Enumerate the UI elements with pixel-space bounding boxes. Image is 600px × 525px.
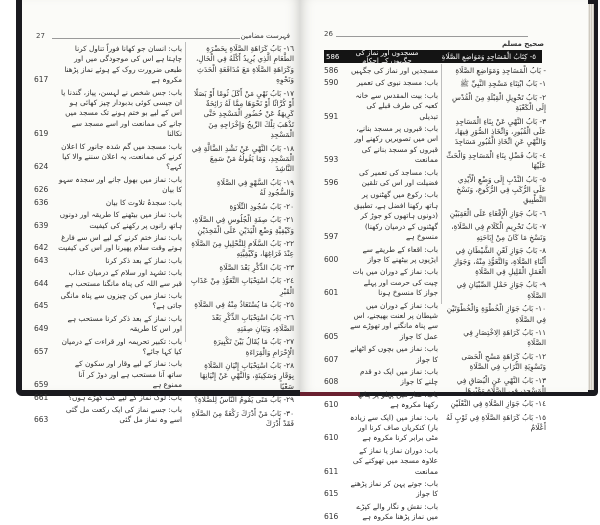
toc-entry-title: باب: تکبیر تحریمہ اور قراءت کے درمیان کیا کہا جائے؟ bbox=[61, 336, 182, 356]
arabic-chapter-title: ٩- بَابُ جَوَازِ حَمْلِ الصِّبْيَانِ فِي الصَّلَاةِ bbox=[456, 280, 546, 300]
toc-entry-title: باب: نماز میں بھول جانے اور سجدہ سہو کا بیان bbox=[58, 174, 182, 195]
toc-entry bbox=[324, 344, 438, 365]
arabic-chapter-title: ٢٥- بَابُ مَا يُسْتَعَاذُ مِنْهُ فِي الصَّلَاةِ bbox=[194, 299, 294, 309]
arabic-chapter-title: ٢٠- بَابُ سُجُودِ التِّلَاوَةِ bbox=[229, 201, 294, 211]
toc-page-number: 615 bbox=[324, 489, 339, 499]
toc-entry-title: باب: تشہد اور سلام کے درمیان عذاب قبر سے اللہ کی پناہ مانگنا مستحب ہے bbox=[64, 268, 182, 288]
toc-entry-title: باب: نماز میں کن چیزوں سے پناہ مانگی جاتی ہے؟ bbox=[60, 290, 182, 311]
arabic-chapter-title: ١٩- بَابُ السَّهْوِ فِي الصَّلَاةِ وَالسُّجُودِ لَهُ bbox=[216, 177, 294, 198]
toc-entry-title: باب: اقعاء کے طریقے سے ایڑیوں پر بیٹھنے کا جواز bbox=[362, 244, 438, 264]
arabic-chapter-title: ٥- بَابُ النَّدْبِ إِلَى وَضْعِ الْأَيْدِي عَلَى الرُّكَبِ فِي الرُّكُوعِ، وَنَسْخِ التَّطْبِيقِ bbox=[456, 174, 546, 205]
toc-entry-title: باب: نماز میں ایک دو قدم چلنے کا جواز bbox=[359, 366, 438, 387]
toc-entry bbox=[324, 267, 438, 298]
toc-entry-title: باب: مساجد کی تعمیر کی فضیلت اور اس کی تلقین bbox=[359, 167, 438, 188]
toc-entry-title: باب: جس شخص نے لہسن، پیاز، گندنا یا ان جیسی کوئی بدبودار چیز کھائی ہو اس کے لیے بو ختم ہونے تک مسجد میں جانے کی ممانعت اور اسے مسجد سے نکالنا bbox=[61, 87, 182, 139]
toc-entry-title: باب: جسے نماز کی ایک رکعت مل گئی اسے وہ نماز مل گئی bbox=[65, 405, 182, 425]
arabic-chapter-title: ٤- بَابُ فَضْلِ بِنَاءِ الْمَسَاجِدِ وَالْحَثِّ عَلَيْهَا bbox=[446, 150, 546, 171]
right-page bbox=[300, 0, 588, 522]
toc-entry bbox=[34, 44, 182, 86]
toc-entry bbox=[34, 142, 182, 173]
toc-page-number: 601 bbox=[324, 288, 339, 298]
toc-page-number: 663 bbox=[34, 415, 49, 425]
toc-entry bbox=[34, 268, 182, 289]
toc-entry bbox=[324, 367, 438, 388]
header-rule bbox=[336, 36, 528, 37]
toc-entry bbox=[34, 359, 182, 390]
arabic-chapter-title: ٣٠- بَابُ مَنْ أَدْرَكَ رَكْعَةً مِنَ الصَّلَاةِ فَقَدْ أَدْرَكَ bbox=[191, 408, 294, 428]
section-page: 586 bbox=[326, 52, 340, 61]
arabic-chapter-title: ١٢- بَابُ كَرَاهَةِ مَسْحِ الْحَصَى وَتَسْوِيَةِ التُّرَابِ فِي الصَّلَاةِ bbox=[461, 351, 546, 372]
running-head: فہرست مضامین bbox=[240, 32, 290, 40]
toc-page-number: 642 bbox=[34, 243, 49, 253]
left-page bbox=[22, 0, 300, 428]
toc-page-number: 626 bbox=[34, 185, 49, 195]
toc-entry-title: باب: لوگ نماز کے لیے کب کھڑے ہوں؟ bbox=[68, 392, 182, 402]
toc-page-number: 659 bbox=[34, 380, 49, 390]
arabic-chapter-title: ٧- بَابُ تَحْرِيمِ الْكَلَامِ فِي الصَّلَاةِ، وَنَسْخِ مَا كَانَ مِنْ إِبَاحَتِهِ bbox=[451, 222, 546, 242]
urdu-contents-column bbox=[324, 66, 438, 525]
toc-entry-title: باب: نماز کے لیے وقار اور سکون کے ساتھ آنا مستحب ہے اور دوڑ کر آنا ممنوع ہے bbox=[74, 359, 182, 390]
arabic-chapter-title: ١٨- بَابُ النَّهْيِ عَنْ نَشْدِ الضَّالَّةِ فِي الْمَسْجِدِ، وَمَا يَقُولُهُ مَنْ سَمِعَ النَّاشِدَ bbox=[191, 143, 294, 174]
column-divider bbox=[441, 64, 442, 304]
toc-page-number: 649 bbox=[34, 324, 49, 334]
toc-entry-title: باب: نماز کے بعد ذکر کرنا bbox=[105, 255, 182, 265]
toc-entry bbox=[324, 479, 438, 500]
toc-page-number: 657 bbox=[34, 346, 49, 356]
arabic-chapter-title: ٢٣- بَابُ الذِّكْرِ بَعْدَ الصَّلَاةِ bbox=[219, 262, 294, 272]
toc-entry bbox=[34, 88, 182, 140]
toc-page-number: 593 bbox=[324, 155, 339, 165]
toc-page-number: 645 bbox=[34, 301, 49, 311]
toc-page-number: 611 bbox=[324, 466, 339, 476]
arabic-chapter-title: ٢٩- بَابُ مَتَى يَقُومُ النَّاسُ لِلصَّلَاةِ؟ bbox=[194, 395, 294, 405]
arabic-chapter-title: ١٦- بَابُ كَرَاهَةِ الصَّلَاةِ بِحَضْرَةِ الطَّعَامِ الَّذِي يُرِيدُ أَكْلَهُ فِي الْحَالِ، وَكَرَاهَةِ الصَّلَاةِ مَعَ مُدَافَعَةِ الْحَدَثِ وَنَحْوِهِ bbox=[195, 44, 294, 85]
toc-entry bbox=[324, 78, 438, 88]
toc-entry-title: باب: رکوع میں گھٹنوں پر ہاتھ رکھنا افضل ہے، تطبیق (دونوں ہاتھوں کو جوڑ کر گھٹنوں کے درمیان رکھنا) منسوخ ہے bbox=[354, 190, 438, 242]
toc-entry bbox=[34, 256, 182, 266]
arabic-chapter-title: ٦- بَابُ جَوَازِ الْإِقْعَاءِ عَلَى الْعَقِبَيْنِ bbox=[449, 208, 546, 218]
toc-entry bbox=[324, 66, 438, 76]
toc-entry-title: باب: سجدۂ تلاوت کا بیان bbox=[105, 197, 182, 207]
toc-entry-title: باب: نماز میں (ایک سے زیادہ بار) کنکریاں صاف کرنا اور مٹی برابر کرنا مکروہ ہے bbox=[350, 412, 438, 443]
page-number: 27 bbox=[36, 32, 45, 40]
toc-entry bbox=[324, 446, 438, 477]
toc-entry bbox=[34, 393, 182, 403]
toc-page-number: 619 bbox=[34, 129, 49, 139]
toc-page-number: 636 bbox=[34, 197, 49, 207]
toc-entry-title: باب: نماز کے دوران میں شیطان پر لعنت بھیجنے، اس سے پناہ مانگنے اور تھوڑے سے عمل کا جواز bbox=[350, 300, 438, 341]
section-arabic-title: ٥- كِتَابُ الْمَسَاجِدِ وَمَوَاضِعِ الصَّلَاةِ bbox=[441, 52, 536, 61]
toc-entry bbox=[34, 405, 182, 426]
toc-entry bbox=[324, 124, 438, 166]
arabic-chapter-title: ٣- بَابُ النَّهْيِ عَنْ بِنَاءِ الْمَسَاجِدِ عَلَى الْقُبُورِ، وَاتِّخَاذِ الصُّوَرِ فِيهَا، وَالنَّهْيِ عَنِ اتِّخَاذِ الْقُبُورِ مَسَاجِدَ bbox=[454, 116, 546, 147]
arabic-contents-column bbox=[190, 44, 294, 432]
arabic-contents-column bbox=[446, 66, 546, 437]
toc-page-number: 617 bbox=[34, 75, 49, 85]
arabic-chapter-title: ١- بَابُ ابْتِنَاءِ مَسْجِدِ النَّبِيِّ ﷺ bbox=[460, 79, 546, 89]
toc-entry bbox=[324, 245, 438, 266]
arabic-chapter-title: ١٣- بَابُ النَّهْيِ عَنِ الْبُصَاقِ فِي الْمَسْجِدِ، فِي الصَّلَاةِ وَغَيْرِهَا bbox=[456, 375, 546, 395]
toc-page-number: 596 bbox=[324, 178, 339, 188]
running-head: صحیح مسلم bbox=[502, 40, 544, 48]
arabic-chapter-title: ٢- بَابُ تَحْوِيلِ الْقِبْلَةِ مِنَ الْقُدْسِ إِلَى الْكَعْبَةِ bbox=[452, 92, 546, 113]
arabic-chapter-title: ١٥- بَابُ كَرَاهَةِ الصَّلَاةِ فِي ثَوْبٍ لَهُ أَعْلَامٌ bbox=[446, 412, 546, 433]
toc-page-number: 608 bbox=[324, 377, 339, 387]
toc-page-number: 643 bbox=[34, 255, 49, 265]
toc-entry-title: باب: نماز کے بعد ذکر کرنا مستحب ہے اور اس کا طریقہ bbox=[67, 313, 182, 334]
toc-entry-title: باب: نقش و نگار والے کپڑے میں نماز پڑھنا مکروہ ہے bbox=[356, 501, 438, 522]
toc-page-number: 586 bbox=[324, 66, 339, 75]
header-rule bbox=[52, 38, 240, 39]
arabic-chapter-title: ١٧- بَابُ نَهْيِ مَنْ أَكَلَ ثُومًا أَوْ بَصَلًا أَوْ كُرَّاثًا أَوْ نَحْوَهَا مِمَّا لَهُ رَائِحَةٌ كَرِيهَةٌ عَنْ حُضُورِ الْمَسْجِدِ حَتَّى تَذْهَبَ تِلْكَ الرِّيحُ وَإِخْرَاجِهِ مِنَ الْمَسْجِدِ bbox=[194, 88, 294, 140]
arabic-chapter-title: ٨- بَابُ جَوَازِ لَعْنِ الشَّيْطَانِ فِي أَثْنَاءِ الصَّلَاةِ، وَالتَّعَوُّذِ مِنْهُ، وَجَوَازِ الْعَمَلِ الْقَلِيلِ فِي الصَّلَاةِ bbox=[453, 246, 546, 276]
toc-page-number: 639 bbox=[34, 220, 49, 230]
arabic-chapter-title: ٢٤- بَابُ اسْتِحْبَابِ التَّعَوُّذِ مِنْ عَذَابِ الْقَبْرِ bbox=[190, 276, 294, 296]
toc-page-number: 607 bbox=[324, 354, 339, 364]
arabic-chapter-title: ٢٨- بَابُ اسْتِحْبَابِ إِتْيَانِ الصَّلَاةِ بِوَقَارٍ وَسَكِينَةٍ، وَالنَّهْيِ عَنْ إِتْيَانِهَا سَعْيًا bbox=[199, 360, 294, 391]
toc-entry bbox=[324, 390, 438, 411]
section-title-bar bbox=[324, 50, 542, 63]
toc-entry-title: مسجدیں اور نماز کی جگہیں bbox=[350, 66, 438, 75]
toc-page-number: 590 bbox=[324, 78, 339, 88]
toc-entry bbox=[324, 91, 438, 122]
arabic-chapter-title: ١٤- بَابُ جَوَازِ الصَّلَاةِ فِي النَّعْلَيْنِ bbox=[450, 399, 546, 409]
toc-entry bbox=[324, 168, 438, 189]
toc-entry bbox=[324, 190, 438, 242]
urdu-contents-column bbox=[34, 44, 182, 428]
page-number: 26 bbox=[324, 30, 333, 38]
toc-entry-title: باب: دوران نماز یا نماز کے علاوہ مسجد میں تھوکنے کی ممانعت bbox=[352, 445, 438, 476]
column-divider bbox=[185, 42, 186, 342]
toc-entry bbox=[34, 198, 182, 208]
arabic-chapter-title: - بَابُ الْمَسَاجِدِ وَمَوَاضِعِ الصَّلَاةِ bbox=[455, 66, 546, 75]
toc-page-number: 644 bbox=[34, 278, 49, 288]
toc-entry bbox=[34, 210, 182, 231]
toc-page-number: 610 bbox=[324, 400, 339, 410]
toc-page-number: 591 bbox=[324, 111, 339, 121]
toc-entry bbox=[324, 413, 438, 444]
toc-entry-title: باب: انسان جو کھانا فوراً تناول کرنا چاہتا ہے اس کی موجودگی میں اور طبعی ضرورت روک کے ہوئے نماز پڑھنا مکروہ ہے bbox=[64, 44, 182, 85]
toc-page-number: 624 bbox=[34, 162, 49, 172]
arabic-chapter-title: ٢٦- بَابُ اسْتِحْبَابِ الذِّكْرِ بَعْدَ الصَّلَاةِ، وَبَيَانِ صِفَتِهِ bbox=[211, 313, 294, 333]
toc-entry bbox=[34, 291, 182, 312]
toc-page-number: 610 bbox=[324, 433, 339, 443]
toc-entry-title: باب: نماز میں پہلو پر ہاتھ رکھنا مکروہ ہے bbox=[357, 389, 438, 410]
arabic-chapter-title: ٢٢- بَابُ السَّلَامِ لِلتَّحْلِيلِ مِنَ الصَّلَاةِ عِنْدَ فَرَاغِهَا، وَكَيْفِيَّتِهِ bbox=[191, 238, 294, 259]
toc-entry-title: باب: مسجد میں گم شدہ جانور کا اعلان کرنے کی ممانعت، یہ اعلان سننے والا کیا کہے؟ bbox=[61, 141, 182, 172]
toc-entry-title: باب: نماز کے دوران میں بات چیت کی حرمت اور پہلے جواز کا منسوخ ہونا bbox=[352, 267, 438, 298]
toc-entry-title: باب: نماز میں بیٹھنے کا طریقہ اور دونوں ہاتھ رانوں پر رکھنے کی کیفیت bbox=[59, 210, 182, 230]
toc-page-number: 605 bbox=[324, 331, 339, 341]
toc-entry-title: باب: جوتے پہن کر نماز پڑھنے کا جواز bbox=[350, 479, 438, 499]
toc-entry bbox=[34, 175, 182, 196]
toc-entry-title: باب: قبروں پر مسجد بنانے، اس میں تصویریں رکھنے اور قبروں کو مسجد بنانے کی ممانعت bbox=[354, 124, 438, 165]
toc-entry-title: باب: نماز ختم کرنے کے لیے اس سے فارغ ہوتے وقت سلام پھیرنا اور اس کی کیفیت bbox=[58, 232, 182, 253]
arabic-chapter-title: ٢٧- بَابُ مَا يُقَالُ بَيْنَ تَكْبِيرَةِ الْإِحْرَامِ وَالْقِرَاءَةِ bbox=[213, 337, 294, 357]
toc-entry bbox=[34, 337, 182, 358]
arabic-chapter-title: ٢١- بَابُ صِفَةِ الْجُلُوسِ فِي الصَّلَاةِ، وَكَيْفِيَّةِ وَضْعِ الْيَدَيْنِ عَلَى الْفَخِذَيْنِ bbox=[192, 215, 294, 235]
toc-page-number: 616 bbox=[324, 512, 339, 522]
arabic-chapter-title: ١١- بَابُ كَرَاهَةِ الِاخْتِصَارِ فِي الصَّلَاةِ bbox=[463, 327, 546, 348]
toc-entry-title: باب: مسجد نبوی کی تعمیر bbox=[356, 78, 438, 88]
toc-entry bbox=[34, 233, 182, 254]
toc-entry-title: باب: بیت المقدس سے خانہ کعبہ کی طرف قبلے کی تبدیلی bbox=[355, 90, 438, 121]
toc-entry-title: باب: نماز میں بچوں کو اٹھانے کا جواز bbox=[350, 344, 438, 364]
toc-page-number: 661 bbox=[34, 392, 49, 402]
section-urdu-title: مسجدوں اور نماز کی جگہوں کے احکام bbox=[355, 48, 419, 65]
toc-entry bbox=[324, 502, 438, 523]
arabic-chapter-title: ١٠- بَابُ جَوَازِ الْخُطْوَةِ وَالْخُطْوَتَيْنِ فِي الصَّلَاةِ bbox=[446, 304, 546, 324]
toc-entry bbox=[324, 301, 438, 343]
toc-page-number: 600 bbox=[324, 254, 339, 264]
toc-entry bbox=[34, 314, 182, 335]
toc-page-number: 597 bbox=[324, 232, 339, 242]
